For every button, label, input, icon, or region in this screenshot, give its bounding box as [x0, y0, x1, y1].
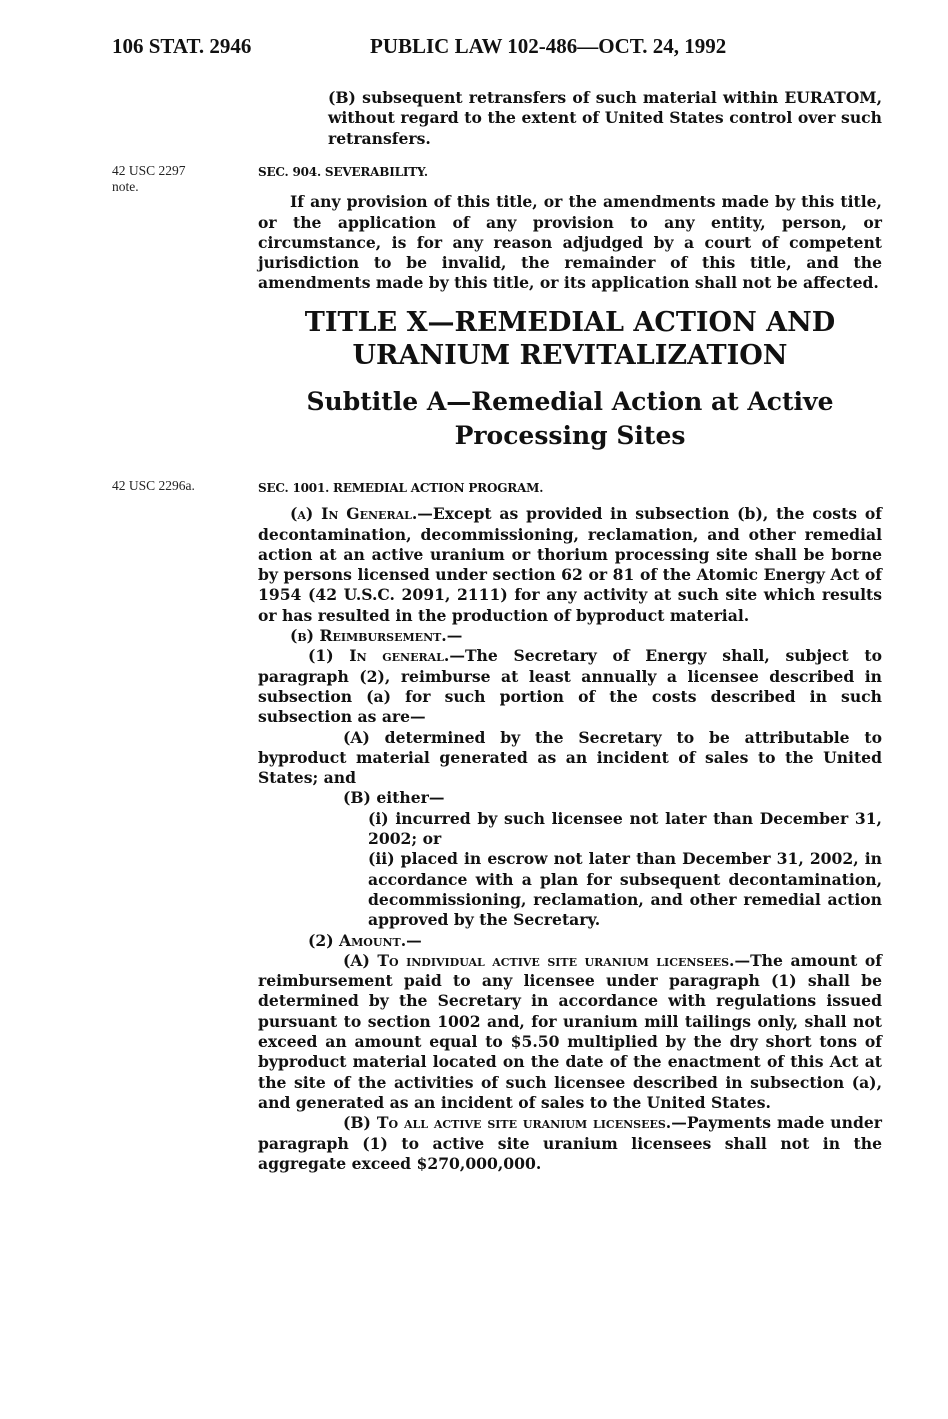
subsection-label: (a) In General. — [290, 504, 418, 524]
clause-b1Bi — [258, 809, 882, 850]
margin-note-line: 42 USC 2297 — [112, 163, 186, 178]
subparagraph-text: —Payments made under paragraph (1) to active site uranium licensees shall not in the aggregate exceed $270,000,000. — [258, 1113, 882, 1173]
paragraph-label: (1) In general. — [308, 646, 450, 666]
margin-note-usc-2297 — [112, 163, 186, 195]
clause-text: (i) incurred by such licensee not later than December 31, 2002; or — [368, 808, 882, 849]
running-header — [112, 34, 888, 62]
margin-note-line: note. — [112, 179, 139, 194]
subparagraph-b2A — [258, 951, 882, 1113]
section-heading: SEC. 904. SEVERABILITY. — [258, 165, 428, 179]
paragraph-text: —The Secretary of Energy shall, subject to paragraph (2), reimburse at least annually a licensee described in subsection (a) for such portion of the costs described in such subsection as are— — [258, 646, 882, 727]
section-1001 — [258, 478, 882, 1174]
title-line: TITLE X—REMEDIAL ACTION AND — [304, 307, 836, 338]
margin-note-usc-2296a: 42 USC 2296a. — [112, 478, 195, 493]
subparagraph-label: (B) To all active site uranium licensees. — [343, 1113, 672, 1133]
subsection-text: —Except as provided in subsection (b), the costs of decontamination, decommissioning, reclamation, and other remedial action at an active uranium or thorium processing site shall be borne by persons licensed under section 62 or 81 of the Atomic Energy Act of 1954 (42 U.S.C. 2091, 2111) for any activity at such site which results or has resulted in the production of byproduct material. — [258, 504, 882, 625]
subparagraph-b2B — [258, 1113, 882, 1174]
title-line: URANIUM REVITALIZATION — [352, 340, 788, 371]
subparagraph-label: (A) To individual active site uranium licensees. — [343, 950, 735, 970]
top-block — [258, 88, 882, 149]
subparagraph-text: —The amount of reimbursement paid to any licensee under paragraph (1) shall be determined by the Secretary in accordance with regulations issued pursuant to section 1002 and, for uranium mill tailings only, shall not exceed an amount equal to $5.50 multiplied by the dry short tons of byproduct material located on the date of the enactment of this Act at the site of the activities of such licensee described in subsection (a), and generated as an incident of sales to the United States. — [258, 950, 883, 1112]
title-x-heading — [258, 306, 882, 372]
clause-text: (ii) placed in escrow not later than December 31, 2002, in accordance with a plan for subsequent decontamination, decommissioning, reclamation, and other remedial action approved by the Secretary. — [368, 849, 882, 930]
subsection-a — [258, 504, 882, 626]
subtitle-a-heading — [258, 385, 882, 453]
section-body: If any provision of this title, or the amendments made by this title, or the application of any provision to any entity, person, or circumstance, is for any reason adjudged by a court of competent jurisdiction to be invalid, the remainder of this title, and the amendments made by this title, or its application shall not be affected. — [258, 192, 882, 293]
public-law-label: PUBLIC LAW 102-486—OCT. 24, 1992 — [370, 34, 727, 58]
clause-b1Bii — [258, 849, 882, 930]
subtitle-line: Processing Sites — [454, 421, 686, 450]
subtitle-line: Subtitle A—Remedial Action at Active — [306, 387, 834, 416]
section-904 — [258, 162, 882, 294]
subparagraph-b1B: (B) either— — [343, 788, 445, 808]
paragraph-b1 — [258, 646, 882, 727]
paragraph-B-retransfers: (B) subsequent retransfers of such material within EURATOM, without regard to the extent of United States control over such retransfers. — [328, 88, 882, 148]
section-heading: SEC. 1001. REMEDIAL ACTION PROGRAM. — [258, 481, 544, 495]
paragraph-b2-heading — [258, 931, 882, 951]
subsection-label: (b) Reimbursement.— — [290, 626, 463, 646]
subparagraph-b1A: (A) determined by the Secretary to be attributable to byproduct material generated as an incident of sales to the United States; and — [258, 727, 882, 788]
stat-page-label: 106 STAT. 2946 — [112, 34, 252, 58]
subsection-b-heading — [258, 626, 882, 646]
paragraph-label: (2) Amount.— — [308, 930, 422, 950]
